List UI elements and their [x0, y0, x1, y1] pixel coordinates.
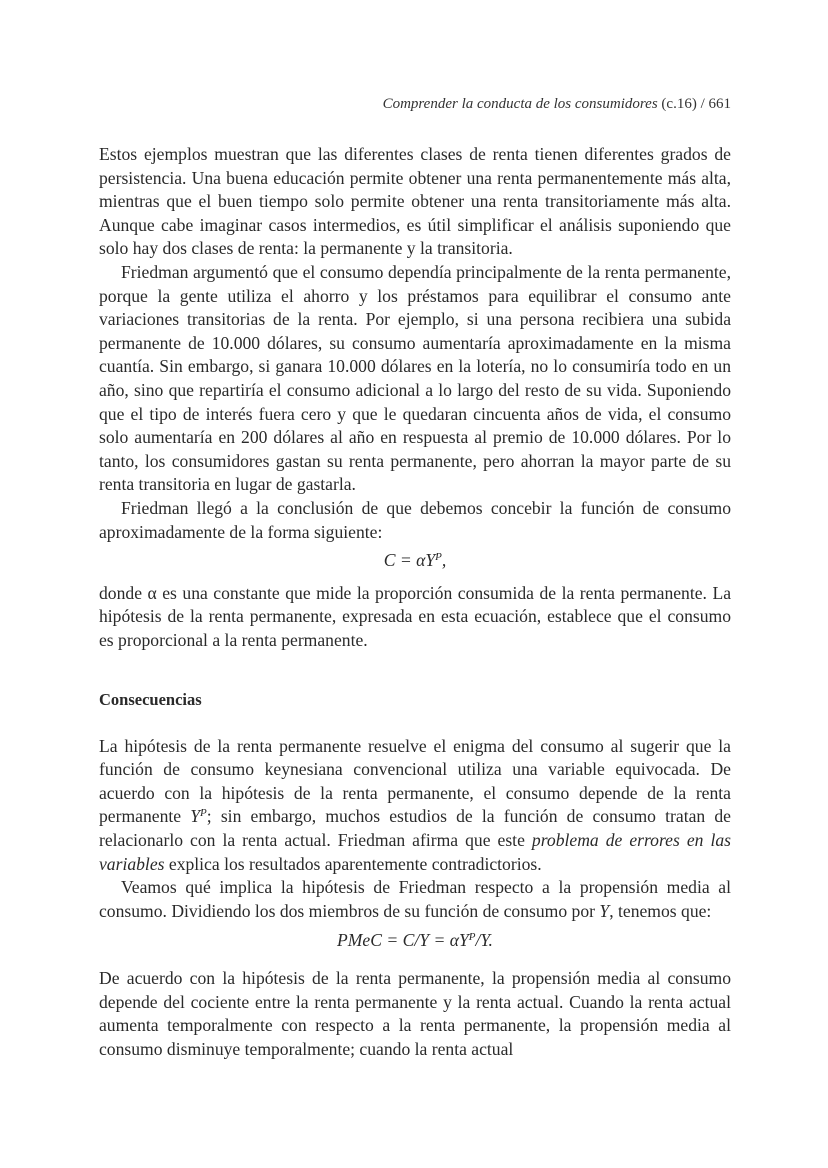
section-permanent-income — [99, 143, 731, 652]
section-consecuencias — [99, 688, 731, 1061]
emphasis-errors-in-variables: problema de errores en las variables — [99, 829, 731, 874]
paragraph-2: Friedman argumentó que el consumo dependía principalmente de la renta permanente, porque la gente utiliza el ahorro y los préstamos para equilibrar el consumo ante variaciones transitorias de la renta. Por ejemplo, si una persona recibiera una subida permanente de 10.000 dólares, su consumo aumentaría aproximadamente en la misma cuantía. Sin embargo, si ganara 10.000 dólares en la lotería, no lo consumiría todo en un año, sino que repartiría el consumo adicional a lo largo del resto de su vida. Suponiendo que el tipo de interés fuera cero y que le quedaran cincuenta años de vida, el consumo solo aumentaría en 200 dólares al año en respuesta al premio de 10.000 dólares. Por lo tanto, los consumidores gastan su renta permanente, pero ahorran la mayor parte de su renta transitoria en lugar de gastarla. — [99, 261, 731, 495]
equation-average-propensity: PMeC = $C/Y = \alpha Y^P/Y$. — [337, 930, 493, 951]
paragraph-4: donde α es una constante que mide la proporción consumida de la renta permanente. La hipótesis de la renta permanente, expresada en esta ecuación, establece que el consumo es proporcional a la renta permanente. — [99, 582, 731, 650]
running-head-separator: / — [700, 96, 705, 112]
paragraph-6: Veamos qué implica la hipótesis de Friedman respecto a la propensión media al consumo. Dividiendo los dos miembros de su función de consumo por Y, tenemos que: — [99, 877, 731, 921]
paragraph-1: Estos ejemplos muestran que las diferentes clases de renta tienen diferentes grados de persistencia. Una buena educación permite obtener una renta permanentemente más alta, mientras que el buen tiempo solo permite obtener una renta transitoriamente más alta. Aunque cabe imaginar casos intermedios, es útil simplificar el análisis suponiendo que solo hay dos clases de renta: la permanente y la transitoria. — [99, 144, 731, 259]
running-head-title: Comprender la conducta de los consumidores — [382, 96, 658, 112]
paragraph-5: La hipótesis de la renta permanente resuelve el enigma del consumo al sugerir que la función de consumo keynesiana convencional utiliza una variable equivocada. De acuerdo con la hipótesis de la renta permanente, el consumo depende de la renta permanente $Y^P$; sin embargo, muchos estudios de la función de consumo tratan de relacionarlo con la renta actual. Friedman afirma que este problema de errores en las variables explica los resultados aparentemente contradictorios. — [99, 735, 731, 874]
running-head — [383, 93, 731, 117]
paragraph-7: De acuerdo con la hipótesis de la renta permanente, la propensión media al consumo depende del cociente entre la renta permanente y la renta actual. Cuando la renta actual aumenta temporalmente con respecto a la renta permanente, la propensión media al consumo disminuye temporalmente; cuando la renta actual — [99, 967, 731, 1059]
equation-consumption-function: $C = \alpha Y^P$, — [383, 550, 447, 571]
paragraph-3: Friedman llegó a la conclusión de que debemos concebir la función de consumo aproximadamente de la forma siguiente: — [99, 497, 731, 542]
section-heading: Consecuencias — [99, 690, 202, 709]
running-head-chapter: (c.16) — [661, 96, 697, 112]
page-number: 661 — [708, 96, 731, 112]
